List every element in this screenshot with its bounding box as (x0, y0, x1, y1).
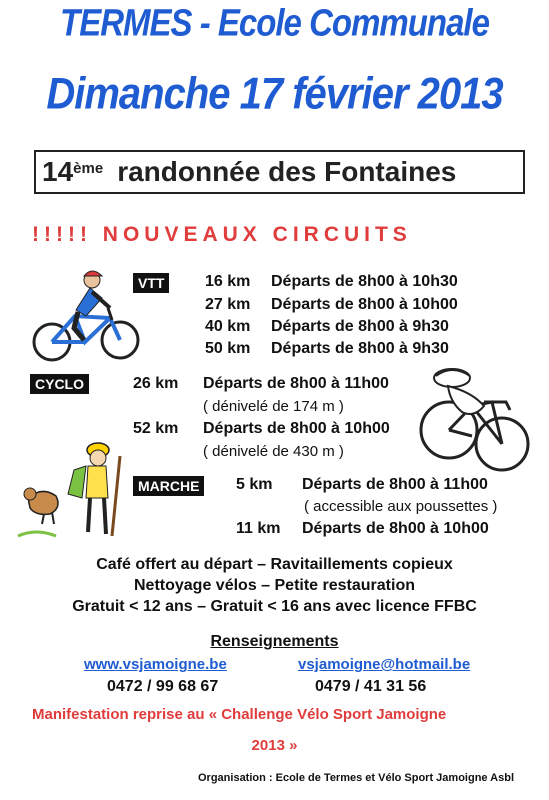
edition-name: randonnée des Fontaines (117, 156, 457, 187)
edition-number: 14 (42, 156, 74, 187)
contact-heading: Renseignements (210, 633, 339, 650)
info-line: Nettoyage vélos – Petite restauration (134, 577, 415, 594)
organisation-footer: Organisation : Ecole de Termes et Vélo Sport Jamoigne Asbl (198, 772, 515, 784)
cyclo-label: CYCLO (30, 374, 89, 394)
phone-number: 0472 / 99 68 67 (107, 678, 219, 695)
vtt-label: VTT (133, 273, 169, 293)
vtt-departs: Départs de 8h00 à 9h30 (271, 318, 449, 335)
website-link[interactable]: www.vsjamoigne.be (84, 656, 227, 673)
vtt-departs: Départs de 8h00 à 9h30 (271, 340, 449, 357)
new-circuits-banner: !!!!! NOUVEAUX CIRCUITS (32, 223, 412, 246)
cyclo-elevation: ( dénivelé de 430 m ) (203, 443, 344, 460)
vtt-departs: Départs de 8h00 à 10h00 (271, 296, 458, 313)
marche-note: ( accessible aux poussettes ) (304, 498, 498, 515)
marche-departs: Départs de 8h00 à 11h00 (302, 476, 488, 493)
edition-box (34, 150, 525, 194)
challenge-year: 2013 » (251, 737, 298, 754)
cyclo-distance: 52 km (133, 420, 179, 437)
cyclo-elevation: ( dénivelé de 174 m ) (203, 398, 344, 415)
event-date: Dimanche 17 février 2013 (46, 69, 503, 119)
marche-distance: 5 km (236, 476, 273, 493)
vtt-distance: 27 km (205, 296, 251, 313)
marche-label: MARCHE (133, 476, 204, 496)
info-line: Gratuit < 12 ans – Gratuit < 16 ans avec licence FFBC (72, 598, 477, 615)
marche-departs: Départs de 8h00 à 10h00 (302, 520, 489, 537)
vtt-distance: 16 km (205, 273, 251, 290)
mountain-biker-illustration (30, 268, 145, 363)
challenge-line: Manifestation reprise au « Challenge Vélo Sport Jamoigne (32, 706, 447, 723)
vtt-departs: Départs de 8h00 à 10h30 (271, 273, 458, 290)
cyclo-departs: Départs de 8h00 à 10h00 (203, 420, 390, 437)
vtt-distance: 40 km (205, 318, 251, 335)
road-cyclist-illustration (414, 362, 534, 474)
vtt-distance: 50 km (205, 340, 251, 357)
email-link[interactable]: vsjamoigne@hotmail.be (298, 656, 471, 673)
hiker-with-dog-illustration (16, 436, 128, 542)
phone-number: 0479 / 41 31 56 (315, 678, 427, 695)
cyclo-distance: 26 km (133, 375, 179, 392)
info-line: Café offert au départ – Ravitaillements copieux (96, 556, 453, 573)
cyclo-departs: Départs de 8h00 à 11h00 (203, 375, 389, 392)
marche-distance: 11 km (236, 520, 281, 537)
edition-suffix: ème (73, 159, 104, 177)
event-title: TERMES - Ecole Communale (60, 1, 489, 44)
